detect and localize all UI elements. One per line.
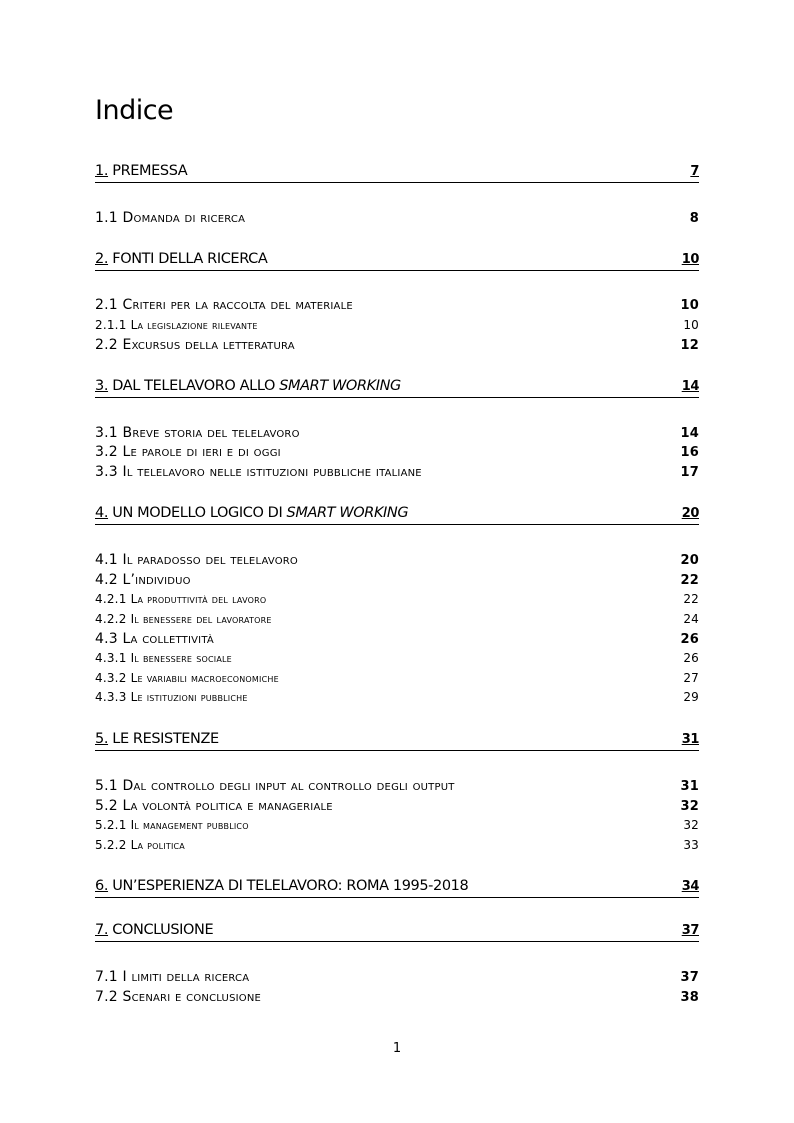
- toc-entry-page: 24: [683, 612, 699, 626]
- toc-entry-number: 4.2.2: [95, 612, 127, 626]
- toc-entry-section[interactable]: [95, 425, 699, 441]
- toc-entry-page: 14: [681, 379, 699, 394]
- toc-entry-number: 4.2: [95, 572, 118, 588]
- toc-entry-title: [95, 163, 690, 179]
- toc-entry-number: 3.3: [95, 464, 118, 480]
- toc-entry-label: DAL TELELAVORO ALLO: [112, 378, 275, 394]
- toc-entry-page: 7: [690, 164, 699, 179]
- toc-entry-title: [95, 969, 681, 985]
- toc-entry-section[interactable]: [95, 778, 699, 794]
- toc-entry-label: PREMESSA: [112, 163, 188, 179]
- toc-entry-number: 2.1.1: [95, 318, 127, 332]
- toc-entry-number: 5.2.1: [95, 818, 127, 832]
- toc-entry-chapter[interactable]: [95, 731, 699, 751]
- toc-entry-number: 5.1: [95, 778, 118, 794]
- toc-entry-section[interactable]: [95, 969, 699, 985]
- toc-entry-chapter[interactable]: [95, 251, 699, 271]
- toc-entry-page: 26: [683, 651, 699, 665]
- toc-entry-page: 14: [680, 426, 699, 441]
- toc-entry-number: 6.: [95, 878, 109, 894]
- toc-entry-label: LE RESISTENZE: [112, 731, 219, 747]
- toc-entry-label: CONCLUSIONE: [112, 922, 214, 938]
- toc-entry-label: Le istituzioni pubbliche: [130, 690, 248, 704]
- toc-entry-page: 26: [680, 632, 699, 647]
- toc-entry-title: [95, 464, 681, 480]
- toc-entry-number: 1.1: [95, 210, 118, 226]
- toc-entry-chapter[interactable]: [95, 163, 699, 183]
- toc-entry-page: 22: [683, 592, 699, 606]
- toc-entry-title: [95, 878, 682, 894]
- toc-entry-page: 27: [683, 671, 699, 685]
- toc-entry-label-italic: SMART WORKING: [279, 378, 401, 394]
- toc-entry-chapter[interactable]: [95, 922, 699, 942]
- toc-entry-section[interactable]: [95, 631, 699, 647]
- toc-entry-title: [95, 798, 681, 814]
- toc-entry-number: 7.: [95, 922, 109, 938]
- toc-entry-label: La collettività: [122, 631, 214, 647]
- toc-entry-number: 2.: [95, 251, 109, 267]
- toc-entry-section[interactable]: [95, 798, 699, 814]
- toc-entry-label: Dal controllo degli input al controllo degli output: [122, 778, 455, 794]
- toc-entry-number: 5.: [95, 731, 109, 747]
- toc-entry-number: 3.2: [95, 444, 118, 460]
- toc-entry-page: 33: [683, 838, 699, 852]
- toc-entry-title: [95, 251, 682, 267]
- toc-entry-label: Il management pubblico: [130, 818, 249, 832]
- toc-entry-title: [95, 651, 683, 665]
- toc-entry-section[interactable]: [95, 297, 699, 313]
- toc-entry-label: La produttività del lavoro: [130, 592, 267, 606]
- toc-entry-section[interactable]: [95, 210, 699, 226]
- toc-entry-page: 37: [680, 970, 699, 985]
- page-title: Indice: [95, 95, 174, 126]
- toc-entry-sub[interactable]: [95, 612, 699, 626]
- toc-entry-label: Le variabili macroeconomiche: [130, 671, 279, 685]
- toc-entry-sub[interactable]: [95, 838, 699, 852]
- toc-entry-title: [95, 337, 681, 353]
- toc-entry-number: 3.: [95, 378, 109, 394]
- toc-entry-number: 4.3.3: [95, 690, 127, 704]
- toc-entry-title: [95, 989, 681, 1005]
- toc-entry-number: 1.: [95, 163, 109, 179]
- toc-entry-page: 16: [680, 445, 699, 460]
- toc-entry-label: Criteri per la raccolta del materiale: [122, 297, 353, 313]
- toc-entry-title: [95, 922, 682, 938]
- toc-entry-page: 38: [680, 990, 699, 1005]
- toc-entry-number: 4.1: [95, 552, 118, 568]
- toc-entry-number: 5.2.2: [95, 838, 127, 852]
- toc-entry-page: 31: [680, 779, 699, 794]
- toc-entry-label: Il telelavoro nelle istituzioni pubbliche italiane: [122, 464, 422, 480]
- toc-entry-label: Scenari e conclusione: [122, 989, 262, 1005]
- toc-entry-label: Il benessere sociale: [130, 651, 232, 665]
- page-number: 1: [392, 1041, 402, 1056]
- toc-entry-number: 2.1: [95, 297, 118, 313]
- toc-entry-title: [95, 505, 682, 521]
- toc-entry-page: 17: [680, 465, 699, 480]
- toc-entry-label: Domanda di ricerca: [122, 210, 246, 226]
- toc-entry-label: Il paradosso del telelavoro: [122, 552, 298, 568]
- toc-entry-page: 22: [680, 573, 699, 588]
- toc-entry-chapter[interactable]: [95, 505, 699, 525]
- toc-entry-page: 12: [680, 338, 699, 353]
- toc-entry-number: 2.2: [95, 337, 118, 353]
- toc-entry-page: 10: [683, 318, 699, 332]
- toc-entry-title: [95, 378, 682, 394]
- toc-entry-page: 10: [680, 298, 699, 313]
- toc-entry-number: 7.2: [95, 989, 118, 1005]
- toc-entry-title: [95, 572, 681, 588]
- toc-entry-title: [95, 444, 681, 460]
- toc-entry-page: 29: [683, 690, 699, 704]
- toc-entry-sub[interactable]: [95, 592, 699, 606]
- toc-entry-title: [95, 425, 681, 441]
- toc-entry-section[interactable]: [95, 989, 699, 1005]
- toc-entry-label: Le parole di ieri e di oggi: [122, 444, 281, 460]
- toc-entry-section[interactable]: [95, 444, 699, 460]
- toc-entry-section[interactable]: [95, 552, 699, 568]
- toc-entry-label: FONTI DELLA RICERCA: [112, 251, 268, 267]
- toc-entry-section[interactable]: [95, 572, 699, 588]
- toc-entry-page: 31: [681, 732, 699, 747]
- toc-entry-chapter[interactable]: [95, 378, 699, 398]
- toc-entry-title: [95, 838, 683, 852]
- toc-entry-title: [95, 631, 681, 647]
- toc-entry-title: [95, 210, 690, 226]
- toc-entry-number: 4.3.1: [95, 651, 127, 665]
- toc-entry-title: [95, 731, 682, 747]
- toc-entry-label: UN MODELLO LOGICO DI: [112, 505, 283, 521]
- toc-entry-title: [95, 592, 683, 606]
- toc-entry-label: Excursus della letteratura: [122, 337, 295, 353]
- toc-entry-label: Il benessere del lavoratore: [130, 612, 272, 626]
- toc-entry-title: [95, 778, 681, 794]
- toc-entry-page: 8: [689, 211, 699, 226]
- toc-entry-page: 34: [681, 879, 699, 894]
- toc-entry-label: La politica: [130, 838, 185, 852]
- toc-entry-number: 7.1: [95, 969, 118, 985]
- toc-entry-number: 4.3: [95, 631, 118, 647]
- toc-entry-label: I limiti della ricerca: [122, 969, 250, 985]
- toc-entry-label: Breve storia del telelavoro: [122, 425, 300, 441]
- toc-entry-chapter[interactable]: [95, 878, 699, 898]
- toc-entry-sub[interactable]: [95, 818, 699, 832]
- toc-entry-title: [95, 318, 683, 332]
- toc-entry-title: [95, 297, 681, 313]
- toc-entry-label: La legislazione rilevante: [130, 318, 258, 332]
- toc-entry-page: 32: [680, 799, 699, 814]
- toc-entry-number: 5.2: [95, 798, 118, 814]
- toc-entry-label: UN’ESPERIENZA DI TELELAVORO: ROMA 1995-2018: [112, 878, 469, 894]
- toc-entry-sub[interactable]: [95, 318, 699, 332]
- toc-entry-sub[interactable]: [95, 690, 699, 704]
- toc-entry-title: [95, 552, 681, 568]
- toc-entry-sub[interactable]: [95, 651, 699, 665]
- toc-entry-title: [95, 818, 683, 832]
- toc-entry-section[interactable]: [95, 337, 699, 353]
- toc-entry-number: 4.2.1: [95, 592, 127, 606]
- toc-entry-page: 10: [681, 252, 699, 267]
- toc-entry-page: 20: [681, 506, 699, 521]
- toc-entry-title: [95, 671, 683, 685]
- toc-entry-number: 4.3.2: [95, 671, 127, 685]
- toc-entry-title: [95, 690, 683, 704]
- toc-entry-title: [95, 612, 683, 626]
- toc-entry-section[interactable]: [95, 464, 699, 480]
- toc-entry-sub[interactable]: [95, 671, 699, 685]
- toc-entry-label-italic: SMART WORKING: [286, 505, 409, 521]
- toc-entry-label: La volontà politica e manageriale: [122, 798, 333, 814]
- toc-entry-number: 3.1: [95, 425, 118, 441]
- toc-entry-label: L’individuo: [122, 572, 191, 588]
- toc-entry-number: 4.: [95, 505, 109, 521]
- toc-entry-page: 32: [683, 818, 699, 832]
- toc-entry-page: 20: [680, 553, 699, 568]
- toc-entry-page: 37: [681, 923, 699, 938]
